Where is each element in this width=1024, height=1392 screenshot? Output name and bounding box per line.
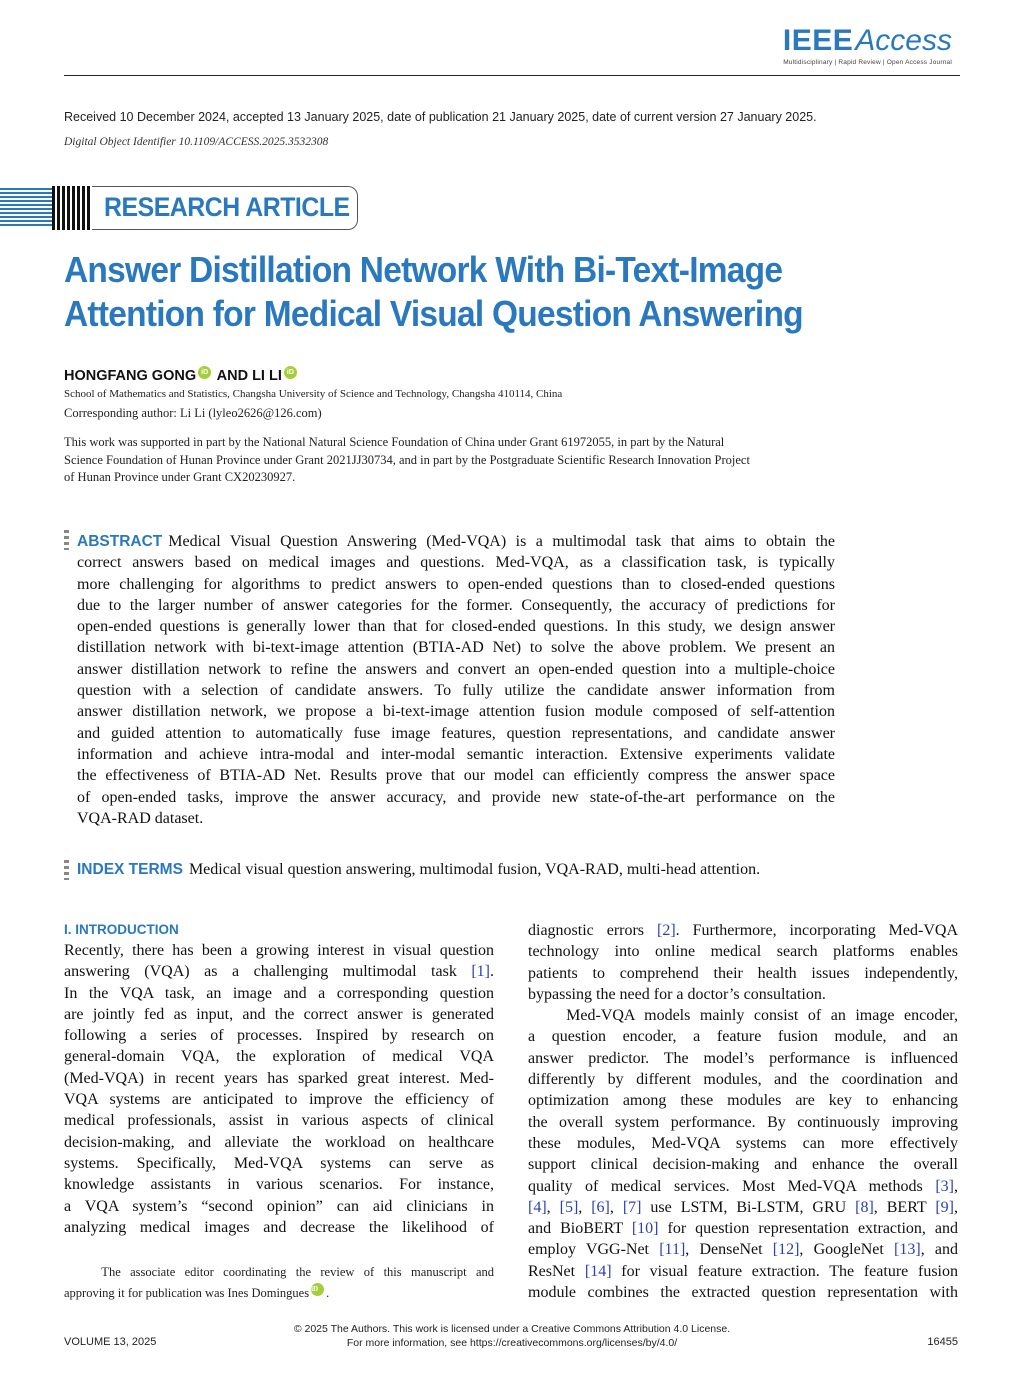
body-line: diagnostic errors [2]. Furthermore, incorporating Med-VQA [528, 922, 958, 939]
body-line: Recently, there has been a growing interest in visual question [64, 942, 494, 959]
orcid-icon[interactable]: iD [284, 366, 297, 379]
body-line: differently by different modules, and the coordination and [528, 1071, 958, 1089]
funding-line: of Hunan Province under Grant CX20230927. [64, 470, 296, 484]
editor-note-line: The associate editor coordinating the review of this manuscript and [64, 1265, 494, 1279]
abstract-line: correct answers based on medical images and questions. Med-VQA, as a classification task, is typically [77, 554, 835, 572]
body-line: bypassing the need for a doctor’s consultation. [528, 985, 826, 1003]
editor-note-line: approving it for publication was Ines Domingues iD . [64, 1285, 330, 1300]
logo-tagline: Multidisciplinary | Rapid Review | Open Access Journal [783, 59, 952, 66]
citation-link[interactable]: [8] [855, 1198, 874, 1216]
article-title [64, 248, 924, 336]
corresponding-author: Corresponding author: Li Li (lyleo2626@126.com) [64, 406, 322, 420]
abstract-line-1: ABSTRACT Medical Visual Question Answering (Med-VQA) is a multimodal task that aims to obtain the [77, 533, 835, 550]
citation-link[interactable]: [11] [659, 1241, 686, 1259]
body-line: VQA systems are anticipated to improve the efficiency of [64, 1091, 494, 1109]
body-line: ResNet [14] for visual feature extraction. The feature fusion [528, 1262, 958, 1280]
abstract [77, 531, 835, 829]
title-line-2: Attention for Medical Visual Question Answering [64, 293, 803, 334]
body-line: Med-VQA models mainly consist of an image encoder, [528, 1007, 958, 1025]
body-line: In the VQA task, an image and a corresponding question [64, 984, 494, 1002]
abstract-line: of open-ended tasks, improve the answer accuracy, and provide new state-of-the-art performance on the [77, 788, 835, 806]
orcid-icon[interactable]: iD [198, 366, 211, 379]
abstract-line: open-ended questions is generally lower than that for closed-ended questions. In this study, we design answer [77, 618, 835, 636]
body-line: systems. Specifically, Med-VQA systems can serve as [64, 1154, 494, 1172]
abstract-line: VQA-RAD dataset. [77, 809, 204, 827]
abstract-line: distillation network with bi-text-image attention (BTIA-AD Net) to solve the above problem. We present an [77, 639, 835, 657]
abstract-dots-decoration [64, 530, 69, 550]
abstract-line: information and achieve intra-modal and inter-modal semantic interaction. Extensive experiments validate [77, 745, 835, 763]
logo-access: Access [855, 24, 952, 57]
index-terms-text: Medical visual question answering, multimodal fusion, VQA-RAD, multi-head attention. [188, 861, 761, 878]
logo-wordmark [783, 24, 952, 58]
body-line: following a series of processes. Inspired by research on [64, 1027, 494, 1045]
abstract-line: more challenging for algorithms to predict answers to open-ended questions than to closed-ended questions [77, 575, 835, 593]
abstract-line: question with a selection of candidate answers. To fully utilize the candidate answer information from [77, 682, 835, 700]
body-line: these modules, Med-VQA systems can more effectively [528, 1134, 958, 1152]
citation-link[interactable]: [14] [584, 1262, 612, 1280]
license-link[interactable]: For more information, see https://creativecommons.org/licenses/by/4.0/ [346, 1337, 678, 1349]
page-number: 16455 [927, 1336, 958, 1348]
index-terms [77, 861, 760, 879]
abstract-line: the effectiveness of BTIA-AD Net. Results prove that our model can efficiently compress the answer space [77, 767, 835, 785]
body-line: medical professionals, assist in various aspects of clinical [64, 1112, 494, 1130]
citation-link[interactable]: [10] [631, 1220, 659, 1238]
citation-link[interactable]: [3] [935, 1177, 954, 1195]
editor-note [64, 1262, 494, 1304]
abstract-line: answer distillation network, we propose a bi-text-image attention fusion module composed of self-attention [77, 703, 835, 721]
abstract-line: answer distillation network to refine the answers and convert an open-ended question into a multiple-choice [77, 660, 835, 678]
body-line: (Med-VQA) in recent years has sparked great interest. Med- [64, 1069, 494, 1087]
body-line: answering (VQA) as a challenging multimodal task [1]. [64, 963, 494, 981]
journal-logo [783, 24, 952, 66]
title-line-1: Answer Distillation Network With Bi-Text-Image [64, 249, 783, 290]
citation-link[interactable]: [5] [559, 1198, 579, 1216]
article-type-banner [0, 184, 360, 232]
body-line: a VQA system’s “second opinion” can aid clinicians in [64, 1197, 494, 1215]
volume-label: VOLUME 13, 2025 [64, 1336, 157, 1348]
body-line: the overall system performance. By continuously improving [528, 1113, 958, 1131]
orcid-icon[interactable]: iD [311, 1283, 324, 1296]
citation-link[interactable]: [1] [471, 963, 490, 981]
funding-line: Science Foundation of Hunan Province under Grant 2021JJ30734, and in part by the Postgraduate Scientific Research Innovation Project [64, 452, 750, 467]
affiliation: School of Mathematics and Statistics, Changsha University of Science and Technology, Changsha 410114, China [64, 388, 563, 400]
author-1: HONGFANG GONG [64, 368, 197, 384]
left-column [64, 920, 494, 1238]
body-line: a question encoder, a feature fusion module, and an [528, 1028, 958, 1046]
body-line: optimization among these modules are key to enhancing [528, 1092, 958, 1110]
funding-statement [64, 434, 834, 487]
citation-link[interactable]: [12] [772, 1241, 800, 1259]
citation-link[interactable]: [2] [656, 922, 676, 939]
body-line: module combines the extracted question representation with [528, 1284, 958, 1302]
citation-link[interactable]: [13] [894, 1241, 921, 1259]
logo-ieee: IEEE [782, 24, 854, 57]
citation-link[interactable]: [4] [528, 1198, 547, 1216]
body-line: [4], [5], [6], [7] use LSTM, Bi-LSTM, GRU [8], BERT [9], [528, 1198, 958, 1216]
body-line: employ VGG-Net [11], DenseNet [12], GoogleNet [13], and [528, 1241, 958, 1259]
authors [64, 366, 299, 384]
body-line: quality of medical services. Most Med-VQA methods [3], [528, 1177, 958, 1195]
abstract-line: and guided attention to automatically fuse image features, question representations, and candidate answer [77, 724, 835, 742]
citation-link[interactable]: [7] [622, 1198, 642, 1216]
body-line: answer predictor. The model’s performance is influenced [528, 1049, 958, 1067]
abstract-line: due to the larger number of answer categories for the former. Consequently, the accuracy of predictions for [77, 596, 835, 614]
banner-stripes-decoration [0, 188, 52, 228]
body-line: support clinical decision-making and enhance the overall [528, 1156, 958, 1174]
citation-link[interactable]: [9] [935, 1198, 954, 1216]
body-line: technology into online medical search platforms enables [528, 943, 958, 961]
abstract-label: ABSTRACT [77, 533, 163, 550]
body-line: general-domain VQA, the exploration of medical VQA [64, 1048, 494, 1066]
banner-bars-decoration [52, 186, 92, 230]
received-dates: Received 10 December 2024, accepted 13 January 2025, date of publication 21 January 2025, date of current version 27 January 2025. [64, 110, 817, 124]
citation-link[interactable]: [6] [591, 1198, 610, 1216]
body-line: knowledge assistants in various scenarios. For instance, [64, 1176, 494, 1194]
header-rule [64, 75, 960, 76]
index-terms-dots-decoration [64, 860, 69, 880]
funding-line: This work was supported in part by the National Natural Science Foundation of China under Grant 61972055, in part by the Natural [64, 435, 725, 449]
body-line: analyzing medical images and decrease the likelihood of [64, 1218, 494, 1236]
body-line: and BioBERT [10] for question representation extraction, and [528, 1220, 959, 1238]
article-type-label: RESEARCH ARTICLE [104, 192, 350, 222]
author-2: AND LI LI [216, 368, 282, 384]
right-column [528, 920, 958, 1303]
body-line: patients to comprehend their health issues independently, [528, 964, 958, 982]
doi[interactable]: Digital Object Identifier 10.1109/ACCESS.2025.3532308 [64, 136, 329, 148]
index-terms-label: INDEX TERMS [77, 861, 183, 878]
body-line: decision-making, and alleviate the workload on healthcare [64, 1133, 494, 1151]
section-heading: I. INTRODUCTION [64, 922, 179, 937]
body-line: are jointly fed as input, and the correct answer is generated [64, 1005, 494, 1023]
license-line: © 2025 The Authors. This work is licensed under a Creative Commons Attribution 4.0 License. [293, 1323, 731, 1335]
